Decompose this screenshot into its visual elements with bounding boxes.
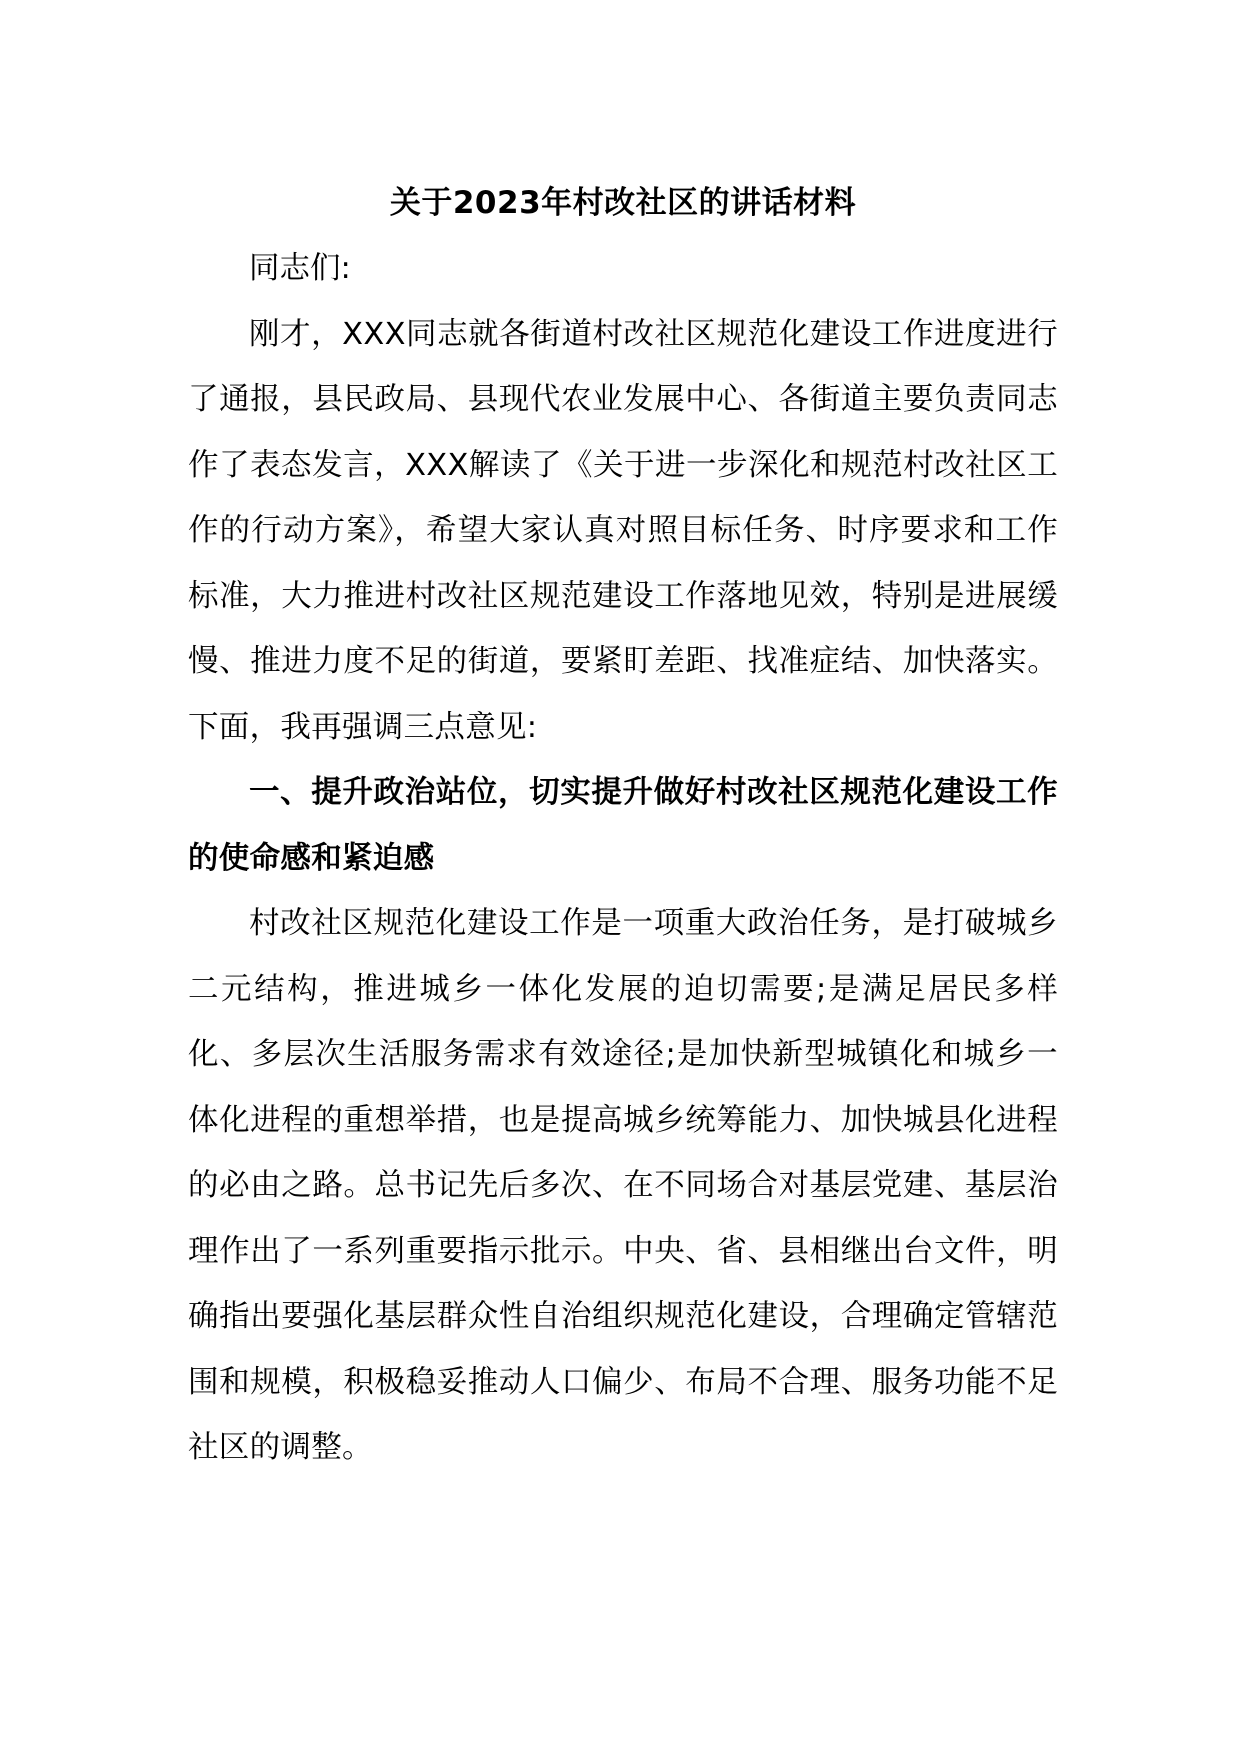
- section-1-heading: 一、提升政治站位，切实提升做好村改社区规范化建设工作的使命感和紧迫感: [188, 775, 1058, 876]
- section-1-paragraph: 村改社区规范化建设工作是一项重大政治任务，是打破城乡二元结构，推进城乡一体化发展的迫切需要;是满足居民多样化、多层次生活服务需求有效途径;是加快新型城镇化和城乡一体化进程的重想举措，也是提高城乡统筹能力、加快城县化进程的必由之路。总书记先后多次、在不同场合对基层党建、基层治理作出了一系列重要指示批示。中央、省、县相继出台文件，明确指出要强化基层群众性自治组织规范化建设，合理确定管辖范围和规模，积极稳妥推动人口偏少、布局不合理、服务功能不足社区的调整。: [188, 906, 1058, 1465]
- salutation: 同志们:: [249, 251, 351, 286]
- opening-paragraph: 刚才，XXX同志就各街道村改社区规范化建设工作进度进行了通报，县民政局、县现代农业发展中心、各街道主要负责同志作了表态发言，XXX解读了《关于进一步深化和规范村改社区工作的行动方案》，希望大家认真对照目标任务、时序要求和工作标准，大力推进村改社区规范建设工作落地见效，特别是进展缓慢、推进力度不足的街道，要紧盯差距、找准症结、加快落实。下面，我再强调三点意见:: [188, 316, 1058, 745]
- document-title: 关于2023年村改社区的讲话材料: [389, 185, 857, 221]
- document-body: [188, 170, 1058, 1481]
